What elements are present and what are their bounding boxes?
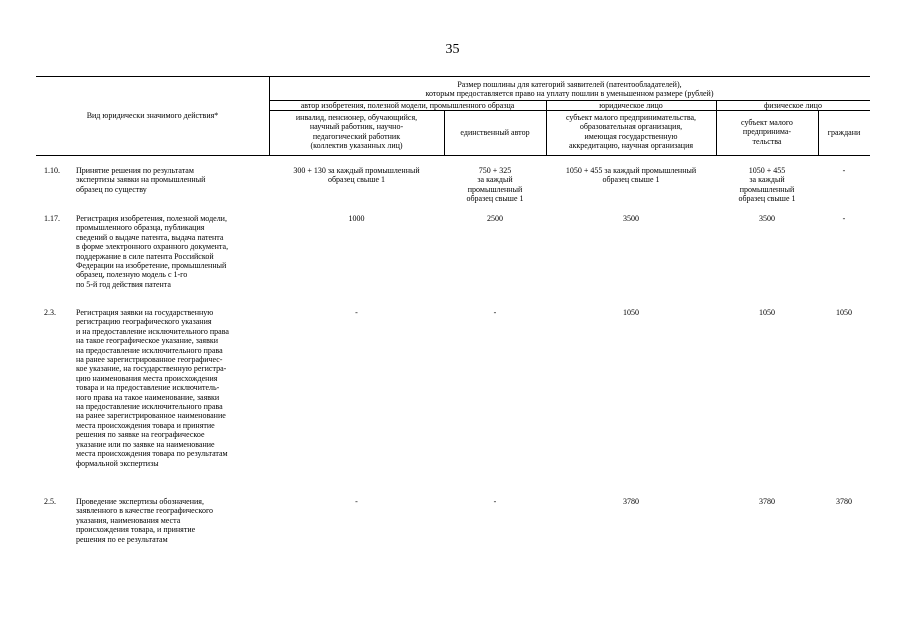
cell-citizens: 1050	[836, 308, 852, 317]
cell-sole-author: 750 + 325 за каждый промышленный образец свыше 1	[466, 166, 524, 204]
row-action: Принятие решения по результатам экспертизы заявки на промышленный образец по существу	[76, 166, 206, 194]
header-fee-size: Размер пошлины для категорий заявителей (патентообладателей), которым предоставляется право на уплату пошлин в уменьшенном размере (рублей)	[425, 80, 714, 99]
cell-small-business: 1050 + 455 за каждый промышленный образец свыше 1	[565, 166, 697, 185]
cell-sole-author: -	[493, 497, 497, 506]
cell-small-business: 3780	[623, 497, 639, 506]
cell-sole-author: 2500	[487, 214, 503, 223]
row-number: 2.3.	[44, 308, 56, 317]
cell-disabled: -	[355, 308, 358, 317]
row-number: 1.10.	[44, 166, 60, 175]
header-action-type: Вид юридически значимого действия*	[86, 111, 219, 120]
row-action: Регистрация заявки на государственную регистрацию географического указания и на предоставление исключительного права на такое географическое указание, заявки на предоставление исключительного права на ранее зарегистрированное географичес- кое указание, на государственную регистра- цию наименования места происхождения товара и на предоставление исключитель- ного права на такое наименование, заявки на предоставление исключительного права на ранее зарегистрированное наименование места происхождения товара и принятие решения по заявке на географическое указание или по заявке на наименование места происхождения товара по результатам формальной экспертизы	[76, 308, 229, 468]
row-number: 2.5.	[44, 497, 56, 506]
cell-citizens: 3780	[836, 497, 852, 506]
cell-small-business: 1050	[623, 308, 639, 317]
header-group-author: автор изобретения, полезной модели, промышленного образца	[300, 101, 515, 110]
header-bottom-rule	[36, 155, 870, 156]
header-col-sole-author: единственный автор	[460, 128, 530, 137]
cell-citizens: -	[842, 214, 846, 223]
header-col-small-business: субъект малого предпринимательства, образовательная организация, имеющая государственную аккредитацию, научная организация	[565, 113, 697, 151]
cell-small-business-person: 1050	[759, 308, 775, 317]
header-col-disabled: инвалид, пенсионер, обучающийся, научный работник, научно- педагогический работник (коллектив указанных лиц)	[295, 113, 418, 151]
cell-disabled: -	[355, 497, 358, 506]
header-group-physical: физическое лицо	[764, 101, 822, 110]
cell-small-business: 3500	[623, 214, 639, 223]
header-col-small-business-person: субъект малого предпринима- тельства	[741, 118, 793, 146]
page-number: 35	[445, 42, 460, 57]
cell-small-business-person: 1050 + 455 за каждый промышленный образец свыше 1	[738, 166, 796, 204]
row-number: 1.17.	[44, 214, 60, 223]
row-action: Проведение экспертизы обозначения, заявленного в качестве географического указания, наименования места происхождения товара, и принятие решения по ее результатам	[76, 497, 214, 544]
header-col-citizens: граждани	[827, 128, 861, 137]
header-group-legal: юридическое лицо	[599, 101, 663, 110]
row-action: Регистрация изобретения, полезной модели, промышленного образца, публикация сведений о выдаче патента, выдача патента в форме электронного охранного документа, поддержание в силе патента Российской Федерации на изобретение, промышленный образец, полезную модель с 1-го по 5-й год действия патента	[76, 214, 229, 289]
cell-sole-author: -	[493, 308, 497, 317]
cell-small-business-person: 3500	[759, 214, 775, 223]
cell-disabled: 300 + 130 за каждый промышленный образец свыше 1	[293, 166, 420, 185]
cell-disabled: 1000	[348, 214, 365, 223]
cell-citizens: -	[842, 166, 846, 175]
cell-small-business-person: 3780	[759, 497, 775, 506]
table-top-rule	[36, 76, 870, 77]
